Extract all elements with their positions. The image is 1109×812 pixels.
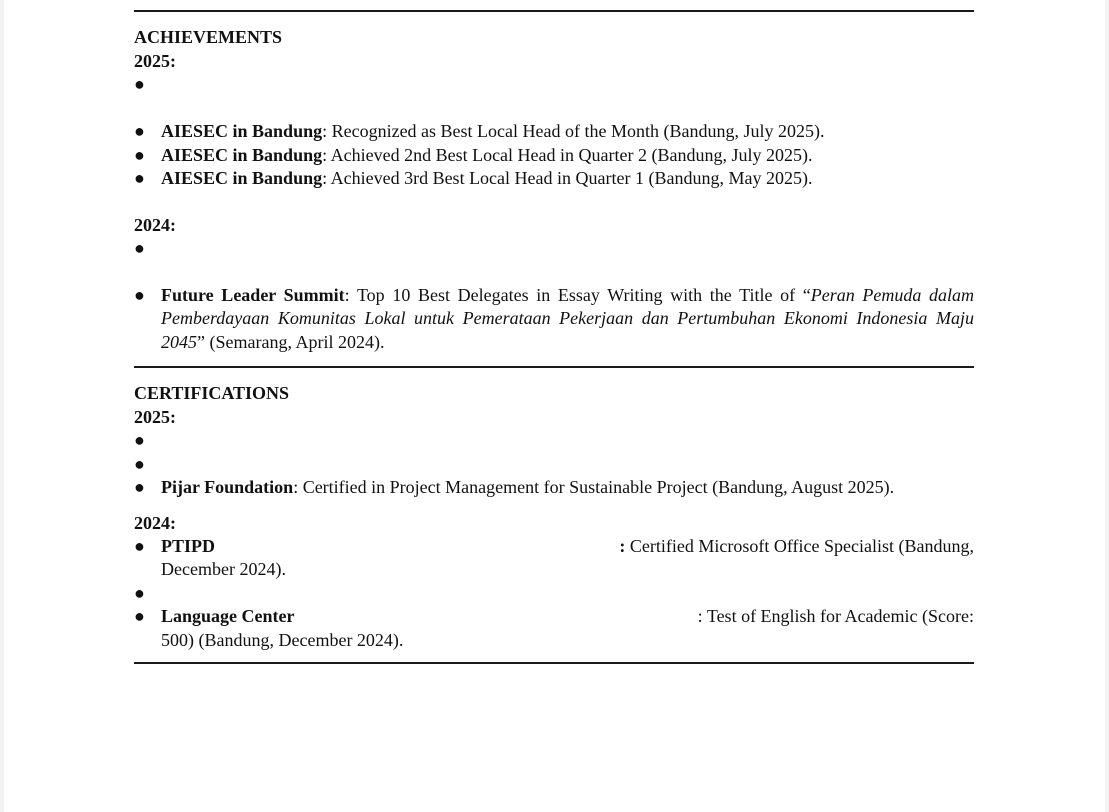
item-org: Pijar Foundation <box>161 477 294 497</box>
certifications-2024-list <box>134 535 974 653</box>
bullet-icon: ● <box>134 535 145 556</box>
item-colon: : <box>619 535 626 556</box>
list-item <box>134 144 974 168</box>
achievements-2024-list <box>134 237 974 355</box>
list-item <box>134 73 974 97</box>
section-divider <box>134 366 974 368</box>
achievements-year-2024: 2024: <box>134 214 176 235</box>
list-item <box>134 429 974 453</box>
list-item <box>134 582 974 606</box>
item-text: ” (Semarang, April 2024). <box>197 331 385 352</box>
item-line <box>161 535 974 559</box>
item-line <box>161 605 974 629</box>
list-item <box>134 237 974 261</box>
bullet-icon: ● <box>134 74 145 94</box>
item-text: : Achieved 3rd Best Local Head in Quarter 1 (Bandung, May 2025). <box>322 168 813 188</box>
item-text <box>619 535 974 559</box>
bullet-icon: ● <box>134 606 145 626</box>
bullet-icon: ● <box>134 582 145 603</box>
list-spacer <box>134 260 974 284</box>
document-content <box>134 10 974 664</box>
certifications-year-2024: 2024: <box>134 512 176 533</box>
bullet-icon: ● <box>134 168 145 188</box>
bullet-icon: ● <box>134 121 145 141</box>
section-divider <box>134 10 974 12</box>
certifications-heading: CERTIFICATIONS <box>134 383 290 403</box>
section-divider <box>134 662 974 664</box>
bullet-icon: ● <box>134 284 145 305</box>
document-page <box>4 0 1105 812</box>
list-item <box>134 535 974 582</box>
bullet-icon: ● <box>134 477 145 497</box>
achievements-heading: ACHIEVEMENTS <box>134 27 283 47</box>
item-org: AIESEC in Bandung <box>161 168 323 188</box>
list-item <box>134 453 974 477</box>
spacer <box>134 500 974 511</box>
list-item <box>134 167 974 191</box>
item-text: : Test of English for Academic (Score: <box>697 606 974 626</box>
bullet-icon: ● <box>134 237 145 258</box>
essay-title: Peran Pemuda dalam Pemberdayaan Komunitas Lokal untuk Pemerataan Pekerjaan dan Pertumbuhan Ekonomi Indonesia Maju 2045 <box>161 284 974 352</box>
list-item <box>134 284 974 355</box>
item-org: PTIPD <box>161 535 215 556</box>
item-org: Language Center <box>161 606 295 626</box>
item-text: : Certified in Project Management for Sustainable Project (Bandung, August 2025). <box>293 477 895 497</box>
item-text-part: Certified Microsoft Office Specialist (Bandung, <box>629 535 974 556</box>
achievements-year-2025: 2025: <box>134 51 176 71</box>
bullet-icon: ● <box>134 144 145 165</box>
certifications-year-2025: 2025: <box>134 407 176 427</box>
item-text: : Achieved 2nd Best Local Head in Quarter 2 (Bandung, July 2025). <box>322 144 813 165</box>
item-text: : Top 10 Best Delegates in Essay Writing with the Title of “ <box>344 284 811 305</box>
item-text: : Recognized as Best Local Head of the Month (Bandung, July 2025). <box>322 121 825 141</box>
list-spacer <box>134 97 974 121</box>
item-text-continued: December 2024). <box>161 559 286 579</box>
item-org: AIESEC in Bandung <box>161 121 323 141</box>
bullet-icon: ● <box>134 453 145 474</box>
certifications-2025-list <box>134 429 974 500</box>
list-item <box>134 605 974 652</box>
bullet-icon: ● <box>134 430 145 450</box>
item-org: AIESEC in Bandung <box>161 144 323 165</box>
list-item <box>134 476 974 500</box>
achievements-2025-list <box>134 73 974 191</box>
item-text-continued: 500) (Bandung, December 2024). <box>161 629 404 650</box>
list-item <box>134 120 974 144</box>
spacer <box>134 191 974 213</box>
item-org: Future Leader Summit <box>161 284 345 305</box>
